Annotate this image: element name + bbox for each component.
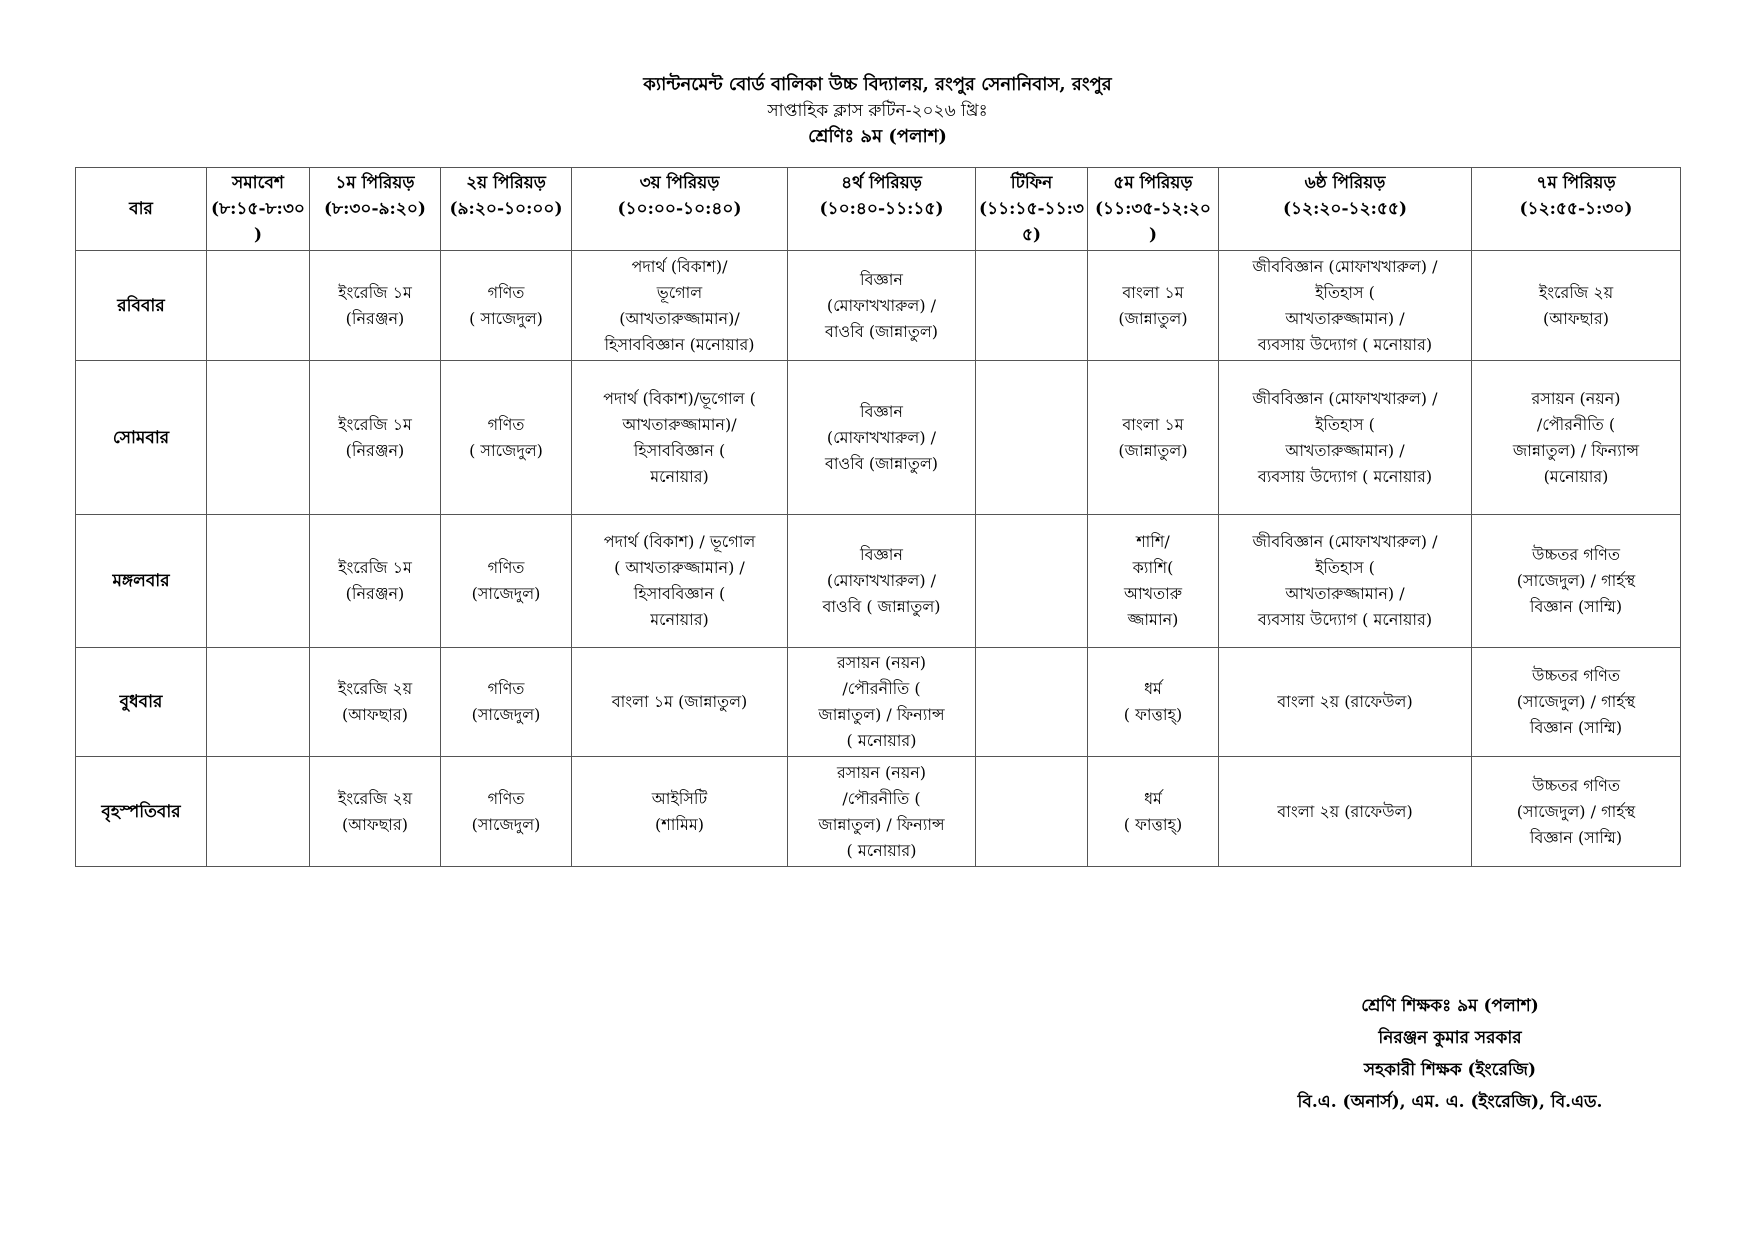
cell-line: ইংরেজি ১ম bbox=[338, 558, 412, 577]
period-cell bbox=[1219, 648, 1472, 757]
cell-line: আখতারু bbox=[1123, 584, 1183, 603]
teacher-qualification: বি.এ. (অনার্স), এম. এ. (ইংরেজি), বি.এড. bbox=[1297, 1092, 1603, 1112]
cell-line: পদার্থ (বিকাশ) / ভূগোল bbox=[603, 532, 756, 551]
column-header bbox=[1219, 168, 1472, 251]
period-cell bbox=[572, 515, 788, 648]
period-cell bbox=[788, 251, 976, 361]
column-label: ৩য় পিরিয়ড় bbox=[639, 173, 720, 193]
tiffin-cell bbox=[976, 251, 1088, 361]
cell-line: আখতারুজ্জামান)/ bbox=[622, 414, 737, 434]
day-cell: বৃহস্পতিবার bbox=[76, 757, 207, 867]
period-cell bbox=[310, 251, 441, 361]
cell-line: ক্যাশি( bbox=[1132, 558, 1174, 577]
period-cell bbox=[1088, 361, 1219, 515]
cell-line: গণিত bbox=[487, 282, 525, 302]
column-header bbox=[788, 168, 976, 251]
cell-line: (আফছার) bbox=[1543, 308, 1609, 328]
cell-line: (সাজেদুল) bbox=[471, 584, 541, 603]
cell-line: ইংরেজি ১ম bbox=[338, 282, 412, 302]
cell-line: (আফছার) bbox=[342, 705, 408, 724]
cell-line: গণিত bbox=[487, 414, 525, 434]
cell-line: বিজ্ঞান (সাম্মি) bbox=[1529, 718, 1623, 737]
cell-line: ইতিহাস ( bbox=[1315, 414, 1375, 434]
cell-line: আইসিটি bbox=[651, 788, 708, 808]
period-cell bbox=[788, 361, 976, 515]
cell-line: আখতারুজ্জামান) / bbox=[1285, 308, 1405, 328]
cell-line: বিজ্ঞান bbox=[860, 269, 903, 289]
cell-line: (নিরঞ্জন) bbox=[345, 308, 405, 328]
period-cell bbox=[788, 757, 976, 867]
cell-line: শাশি/ bbox=[1136, 532, 1170, 551]
period-cell bbox=[441, 648, 572, 757]
cell-line: বাংলা ১ম (জান্নাতুল) bbox=[611, 692, 748, 711]
period-cell bbox=[1472, 648, 1681, 757]
cell-line: হিসাববিজ্ঞান ( bbox=[633, 440, 726, 460]
cell-line: বিজ্ঞান (সাম্মি) bbox=[1529, 597, 1623, 616]
period-cell bbox=[1088, 757, 1219, 867]
period-cell bbox=[572, 757, 788, 867]
table-row bbox=[76, 648, 1681, 757]
cell-line: (সাজেদুল) / গার্হস্থ bbox=[1516, 692, 1636, 711]
cell-line: ( ফাত্তাহ্) bbox=[1123, 814, 1183, 834]
period-cell bbox=[1219, 757, 1472, 867]
cell-line: ইতিহাস ( bbox=[1315, 558, 1375, 577]
cell-line: ( সাজেদুল) bbox=[469, 440, 543, 460]
column-label: ৬ষ্ঠ পিরিয়ড় bbox=[1304, 173, 1386, 193]
cell-line: (সাজেদুল) bbox=[471, 814, 541, 834]
routine-table bbox=[75, 167, 1681, 867]
assembly-cell bbox=[207, 648, 310, 757]
day-cell: রবিবার bbox=[76, 251, 207, 361]
cell-line: উচ্চতর গণিত bbox=[1532, 545, 1620, 564]
tiffin-cell bbox=[976, 648, 1088, 757]
cell-line: ধর্ম bbox=[1144, 788, 1162, 808]
cell-line: জান্নাতুল) / ফিন্যান্স bbox=[818, 705, 945, 724]
column-label: সমাবেশ bbox=[232, 173, 284, 193]
cell-line: উচ্চতর গণিত bbox=[1532, 775, 1620, 795]
column-label: ৭ম পিরিয়ড় bbox=[1536, 173, 1616, 193]
cell-line: আখতারুজ্জামান) / bbox=[1285, 440, 1405, 460]
cell-line: (আখতারুজ্জামান)/ bbox=[619, 308, 740, 328]
signature-block bbox=[1250, 990, 1650, 1118]
document-header bbox=[0, 72, 1755, 150]
cell-line: রসায়ন (নয়ন) bbox=[836, 762, 927, 782]
column-label: ১ম পিরিয়ড় bbox=[335, 173, 415, 193]
cell-line: আখতারুজ্জামান) / bbox=[1285, 584, 1405, 603]
period-cell bbox=[441, 361, 572, 515]
period-cell bbox=[1088, 515, 1219, 648]
column-label: ২য় পিরিয়ড় bbox=[466, 173, 546, 193]
cell-line: জীববিজ্ঞান (মোফাখখারুল) / bbox=[1252, 388, 1438, 408]
column-label: ৫ম পিরিয়ড় bbox=[1113, 173, 1193, 193]
cell-line: ( আখতারুজ্জামান) / bbox=[614, 558, 745, 577]
period-cell bbox=[441, 515, 572, 648]
cell-line: ইতিহাস ( bbox=[1315, 282, 1375, 302]
column-header bbox=[310, 168, 441, 251]
period-cell bbox=[310, 757, 441, 867]
period-cell bbox=[1472, 251, 1681, 361]
cell-line: বিজ্ঞান bbox=[860, 401, 903, 421]
day-cell: বুধবার bbox=[76, 648, 207, 757]
cell-line: (জান্নাতুল) bbox=[1118, 308, 1188, 328]
cell-line: (মোফাখখারুল) / bbox=[826, 571, 937, 590]
cell-line: (নিরঞ্জন) bbox=[345, 440, 405, 460]
cell-line: (সাজেদুল) bbox=[471, 705, 541, 724]
cell-line: (জান্নাতুল) bbox=[1118, 440, 1188, 460]
cell-line: (সাজেদুল) / গার্হস্থ bbox=[1516, 571, 1636, 590]
column-time: (১০:০০-১০:৪০) bbox=[617, 199, 742, 219]
cell-line: বাংলা ২য় (রাফেউল) bbox=[1277, 692, 1413, 711]
cell-line: বিজ্ঞান bbox=[860, 545, 903, 564]
period-cell bbox=[788, 515, 976, 648]
assembly-cell bbox=[207, 251, 310, 361]
cell-line: জীববিজ্ঞান (মোফাখখারুল) / bbox=[1252, 256, 1438, 276]
column-header bbox=[976, 168, 1088, 251]
column-label: টিফিন bbox=[1010, 173, 1053, 193]
cell-line: (সাজেদুল) / গার্হস্থ bbox=[1516, 801, 1636, 821]
column-time: (১০:৪০-১১:১৫) bbox=[819, 199, 944, 219]
cell-line: জীববিজ্ঞান (মোফাখখারুল) / bbox=[1252, 532, 1438, 551]
day-cell: সোমবার bbox=[76, 361, 207, 515]
cell-line: উচ্চতর গণিত bbox=[1532, 666, 1620, 685]
cell-line: (মোফাখখারুল) / bbox=[826, 427, 937, 447]
column-header bbox=[1088, 168, 1219, 251]
table-row bbox=[76, 251, 1681, 361]
column-time: (১১:৩৫-১২:২০) bbox=[1095, 199, 1211, 245]
class-label: শ্রেণিঃ ৯ম (পলাশ) bbox=[808, 126, 947, 147]
cell-line: ব্যবসায় উদ্যোগ ( মনোয়ার) bbox=[1257, 466, 1433, 486]
cell-line: পদার্থ (বিকাশ)/ভূগোল ( bbox=[603, 388, 756, 408]
day-cell: মঙ্গলবার bbox=[76, 515, 207, 648]
cell-line: বাওবি ( জান্নাতুল) bbox=[822, 597, 941, 616]
cell-line: ইংরেজি ২য় bbox=[337, 788, 413, 808]
column-header bbox=[207, 168, 310, 251]
period-cell bbox=[1219, 515, 1472, 648]
cell-line: ( মনোয়ার) bbox=[846, 840, 917, 860]
cell-line: /পৌরনীতি ( bbox=[1536, 414, 1616, 434]
cell-line: /পৌরনীতি ( bbox=[842, 788, 921, 808]
header-row bbox=[76, 168, 1681, 251]
cell-line: গণিত bbox=[487, 558, 525, 577]
cell-line: রসায়ন (নয়ন) bbox=[1531, 388, 1621, 408]
cell-line: ( সাজেদুল) bbox=[469, 308, 543, 328]
teacher-name: নিরঞ্জন কুমার সরকার bbox=[1378, 1028, 1522, 1048]
column-label: বার bbox=[129, 199, 153, 219]
cell-line: ( ফাত্তাহ্) bbox=[1123, 705, 1183, 724]
cell-line: বাওবি (জান্নাতুল) bbox=[824, 321, 939, 341]
period-cell bbox=[310, 515, 441, 648]
column-header bbox=[572, 168, 788, 251]
column-header bbox=[441, 168, 572, 251]
teacher-designation: সহকারী শিক্ষক (ইংরেজি) bbox=[1363, 1060, 1537, 1080]
cell-line: (মোফাখখারুল) / bbox=[826, 295, 937, 315]
period-cell bbox=[1472, 361, 1681, 515]
column-time: (১২:২০-১২:৫৫) bbox=[1282, 199, 1408, 219]
cell-line: (শামিম) bbox=[655, 814, 704, 834]
period-cell bbox=[1219, 361, 1472, 515]
cell-line: (নিরঞ্জন) bbox=[345, 584, 405, 603]
cell-line: মনোয়ার) bbox=[650, 610, 709, 629]
period-cell bbox=[441, 251, 572, 361]
tiffin-cell bbox=[976, 757, 1088, 867]
column-header bbox=[1472, 168, 1681, 251]
period-cell bbox=[1088, 251, 1219, 361]
period-cell bbox=[310, 361, 441, 515]
cell-line: হিসাববিজ্ঞান (মনোয়ার) bbox=[604, 334, 755, 354]
column-label: ৪র্থ পিরিয়ড় bbox=[841, 173, 922, 193]
assembly-cell bbox=[207, 515, 310, 648]
period-cell bbox=[1219, 251, 1472, 361]
cell-line: জান্নাতুল) / ফিন্যান্স bbox=[1512, 440, 1640, 460]
assembly-cell bbox=[207, 757, 310, 867]
period-cell bbox=[788, 648, 976, 757]
class-teacher-role: শ্রেণি শিক্ষকঃ ৯ম (পলাশ) bbox=[1361, 996, 1539, 1016]
cell-line: ইংরেজি ২য় bbox=[1538, 282, 1614, 302]
period-cell bbox=[1088, 648, 1219, 757]
routine-title: সাপ্তাহিক ক্লাস রুটিন-২০২৬ খ্রিঃ bbox=[767, 101, 988, 121]
table-row bbox=[76, 515, 1681, 648]
cell-line: ইংরেজি ২য় bbox=[337, 679, 413, 698]
cell-line: (আফছার) bbox=[342, 814, 408, 834]
cell-line: (মনোয়ার) bbox=[1543, 466, 1609, 486]
period-cell bbox=[441, 757, 572, 867]
cell-line: বাংলা ১ম bbox=[1122, 282, 1184, 302]
assembly-cell bbox=[207, 361, 310, 515]
cell-line: ধর্ম bbox=[1144, 679, 1162, 698]
cell-line: ইংরেজি ১ম bbox=[338, 414, 412, 434]
cell-line: জ্জামান) bbox=[1127, 610, 1179, 629]
period-cell bbox=[572, 361, 788, 515]
tiffin-cell bbox=[976, 361, 1088, 515]
cell-line: মনোয়ার) bbox=[650, 466, 709, 486]
column-header bbox=[76, 168, 207, 251]
cell-line: ভূগোল bbox=[656, 282, 703, 302]
cell-line: ( মনোয়ার) bbox=[846, 731, 917, 750]
cell-line: রসায়ন (নয়ন) bbox=[836, 653, 927, 672]
cell-line: পদার্থ (বিকাশ)/ bbox=[631, 256, 728, 276]
cell-line: /পৌরনীতি ( bbox=[842, 679, 921, 698]
cell-line: বাংলা ২য় (রাফেউল) bbox=[1277, 801, 1413, 821]
column-time: (১১:১৫-১১:৩৫) bbox=[979, 199, 1084, 245]
period-cell bbox=[572, 251, 788, 361]
tiffin-cell bbox=[976, 515, 1088, 648]
table-row bbox=[76, 757, 1681, 867]
period-cell bbox=[1472, 515, 1681, 648]
cell-line: ব্যবসায় উদ্যোগ ( মনোয়ার) bbox=[1257, 334, 1433, 354]
period-cell bbox=[1472, 757, 1681, 867]
cell-line: বাংলা ১ম bbox=[1122, 414, 1184, 434]
cell-line: জান্নাতুল) / ফিন্যান্স bbox=[818, 814, 945, 834]
cell-line: ব্যবসায় উদ্যোগ ( মনোয়ার) bbox=[1257, 610, 1433, 629]
cell-line: বাওবি (জান্নাতুল) bbox=[824, 453, 939, 473]
cell-line: গণিত bbox=[487, 679, 525, 698]
column-time: (১২:৫৫-১:৩০) bbox=[1519, 199, 1633, 219]
cell-line: বিজ্ঞান (সাম্মি) bbox=[1529, 827, 1623, 847]
period-cell bbox=[310, 648, 441, 757]
column-time: (৯:২০-১০:০০) bbox=[449, 199, 563, 219]
column-time: (৮:১৫-৮:৩০) bbox=[211, 199, 305, 245]
period-cell bbox=[572, 648, 788, 757]
cell-line: গণিত bbox=[487, 788, 525, 808]
table-row bbox=[76, 361, 1681, 515]
cell-line: হিসাববিজ্ঞান ( bbox=[633, 584, 726, 603]
column-time: (৮:৩০-৯:২০) bbox=[324, 199, 426, 219]
school-name: ক্যান্টনমেন্ট বোর্ড বালিকা উচ্চ বিদ্যালয়, রংপুর সেনানিবাস, রংপুর bbox=[643, 74, 1112, 95]
